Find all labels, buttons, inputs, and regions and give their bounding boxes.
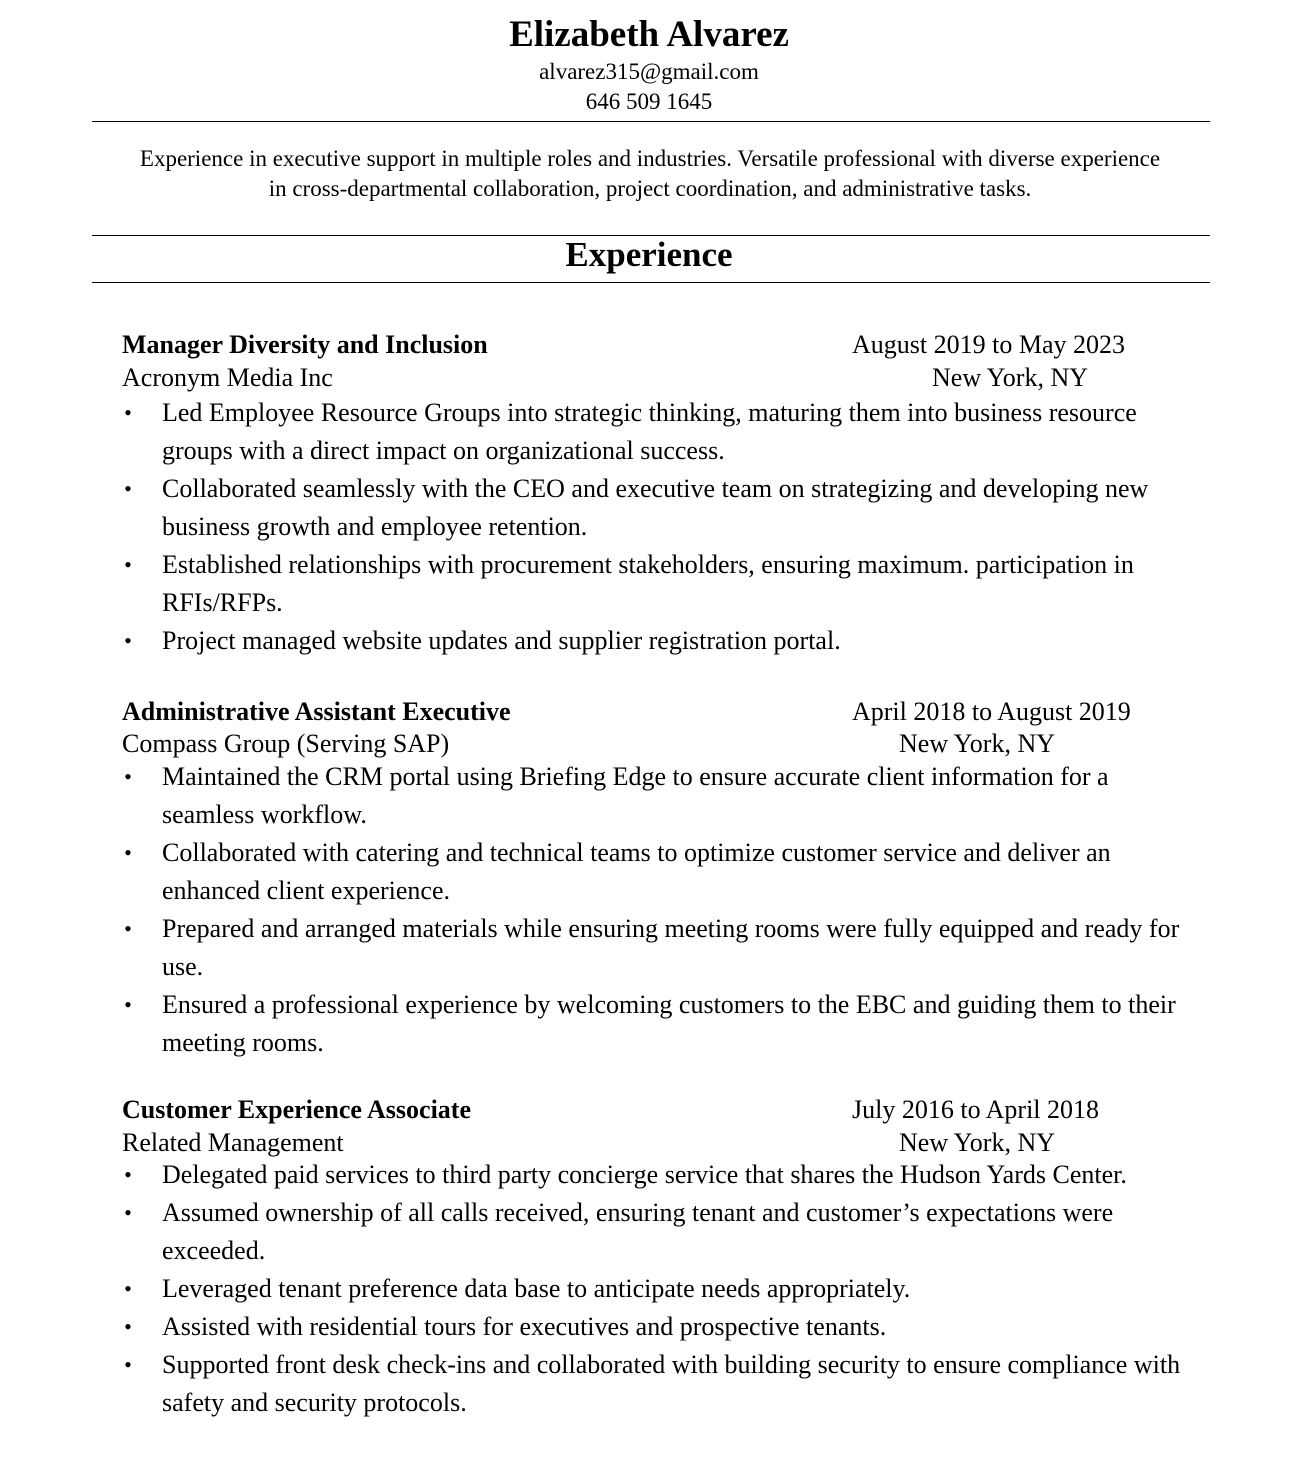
bullet-item: • Ensured a professional experience by welcoming customers to the EBC and guiding them to their meeting rooms. [122,986,1202,1062]
job-dates: April 2018 to August 2019 [852,697,1131,726]
job-company: Related Management [122,1128,344,1157]
bullet-icon: • [124,1314,132,1339]
bullet-icon: • [124,916,132,941]
job-company: Compass Group (Serving SAP) [122,729,450,758]
bullet-icon: • [124,1200,132,1225]
bullet-icon: • [124,628,132,653]
summary-paragraph: Experience in executive support in multiple roles and industries. Versatile professional with diverse experience in cross-departmental collaboration, project coordination, and administrative tasks. [139,146,1161,201]
bullet-item: • Collaborated with catering and technical teams to optimize customer service and deliver an enhanced client experience. [122,834,1202,910]
contact-phone: 646 509 1645 [585,89,713,114]
job-title: Administrative Assistant Executive [122,697,511,726]
job-location: New York, NY [899,1128,1056,1157]
bullet-icon: • [124,552,132,577]
bullet-item: • Supported front desk check-ins and collaborated with building security to ensure compliance with safety and security protocols. [122,1346,1202,1422]
bullet-item: • Collaborated seamlessly with the CEO and executive team on strategizing and developing new business growth and employee retention. [122,470,1202,546]
job-location: New York, NY [899,729,1056,758]
section-divider-bottom [92,282,1210,283]
job-title: Customer Experience Associate [122,1095,472,1124]
bullet-icon: • [124,476,132,501]
job-title: Manager Diversity and Inclusion [122,330,488,359]
job-dates: July 2016 to April 2018 [852,1095,1100,1124]
bullet-item: • Established relationships with procurement stakeholders, ensuring maximum. participation in RFIs/RFPs. [122,546,1202,622]
bullet-icon: • [124,764,132,789]
job-company: Acronym Media Inc [122,363,333,392]
bullet-item: • Assumed ownership of all calls received, ensuring tenant and customer’s expectations were exceeded. [122,1194,1202,1270]
bullet-item: • Assisted with residential tours for executives and prospective tenants. [122,1308,1202,1346]
job-location: New York, NY [932,363,1089,392]
header-divider [92,121,1210,122]
candidate-name: Elizabeth Alvarez [509,14,789,55]
bullet-icon: • [124,992,132,1017]
bullet-item: • Leveraged tenant preference data base to anticipate needs appropriately. [122,1270,1202,1308]
bullet-icon: • [124,400,132,425]
bullet-item: • Led Employee Resource Groups into strategic thinking, maturing them into business resource groups with a direct impact on organizational success. [122,394,1202,470]
job-bullets [122,758,1202,1062]
bullet-item: • Maintained the CRM portal using Briefing Edge to ensure accurate client information for a seamless workflow. [122,758,1202,834]
contact-email: alvarez315@gmail.com [539,59,759,84]
job-bullets [122,1156,1202,1422]
bullet-icon: • [124,1162,132,1187]
bullet-icon: • [124,1276,132,1301]
bullet-item: • Prepared and arranged materials while ensuring meeting rooms were fully equipped and ready for use. [122,910,1202,986]
bullet-icon: • [124,1352,132,1377]
bullet-item: • Delegated paid services to third party concierge service that shares the Hudson Yards Center. [122,1156,1202,1194]
job-bullets [122,394,1202,660]
bullet-item: • Project managed website updates and supplier registration portal. [122,622,1202,660]
job-dates: August 2019 to May 2023 [852,330,1125,359]
section-title-experience: Experience [565,235,733,274]
bullet-icon: • [124,840,132,865]
